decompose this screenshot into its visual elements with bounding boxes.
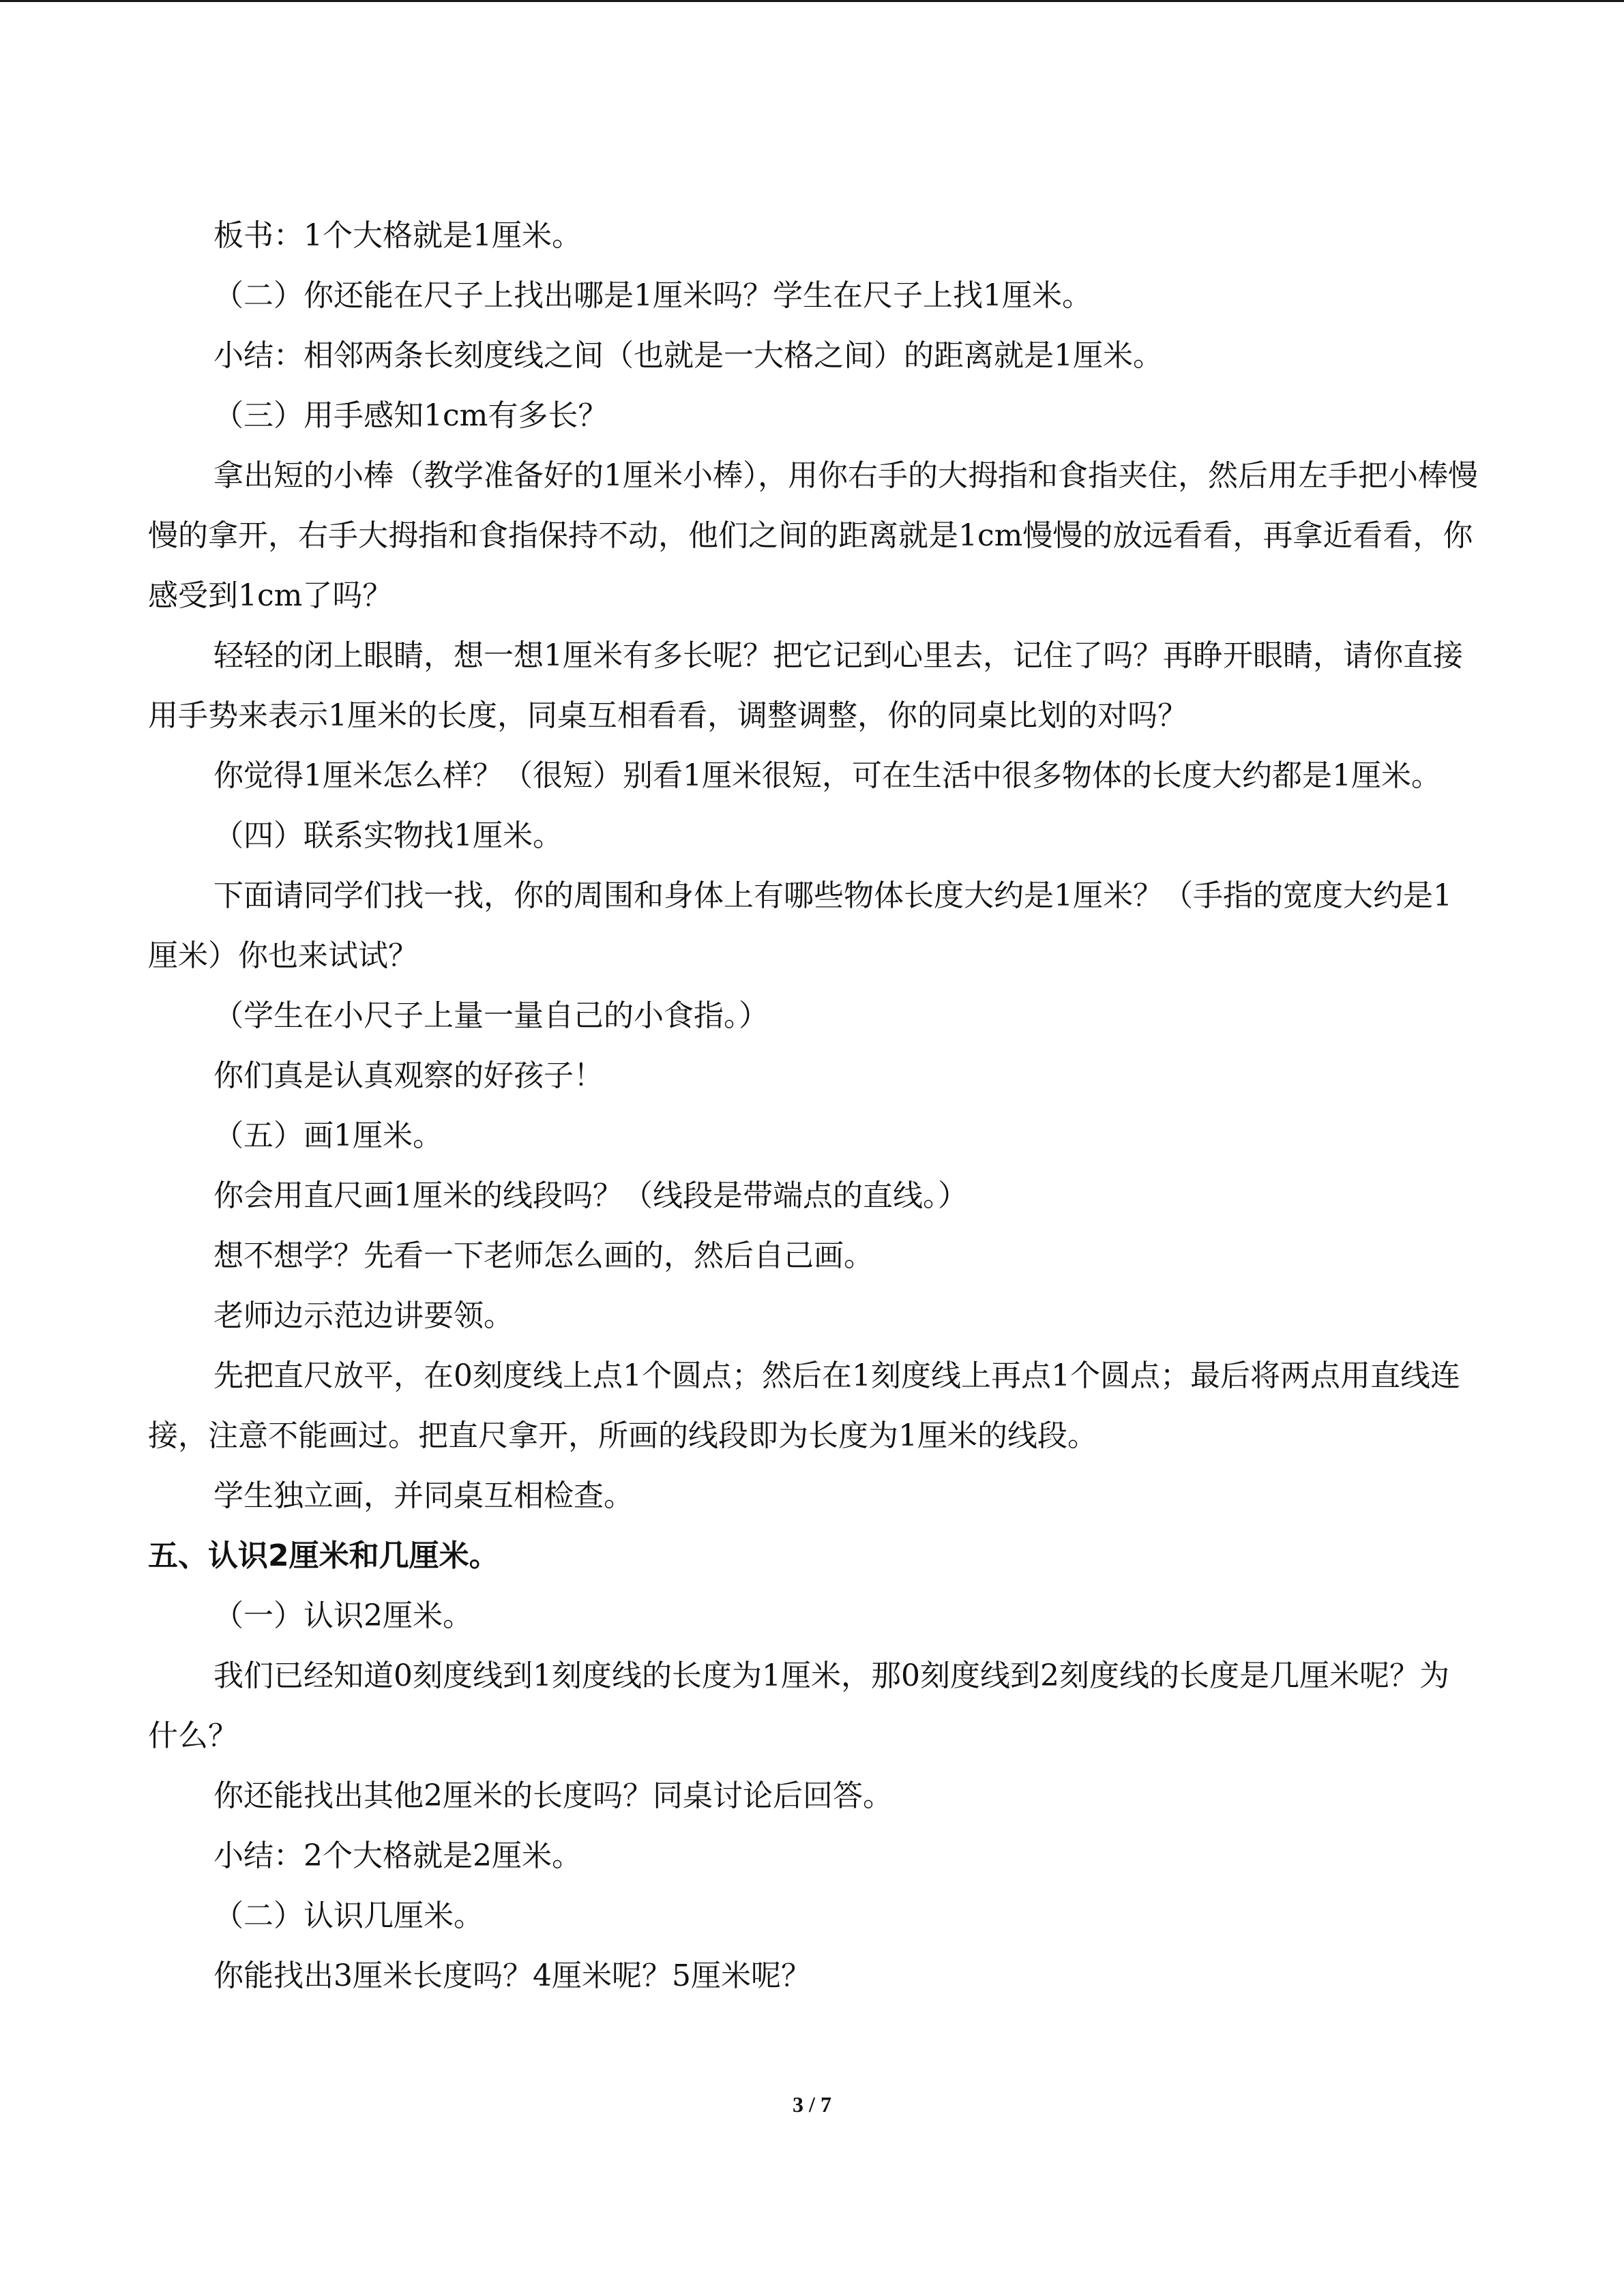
paragraph: 你觉得1厘米怎么样？（很短）别看1厘米很短，可在生活中很多物体的长度大约都是1厘米。 (213, 758, 1441, 793)
paragraph: 下面请同学们找一找，你的周围和身体上有哪些物体长度大约是1厘米？（手指的宽度大约是1厘米）你也来试试？ (148, 878, 1452, 973)
paragraph: 板书：1个大格就是1厘米。 (213, 218, 582, 253)
paragraph: 小结：相邻两条长刻度线之间（也就是一大格之间）的距离就是1厘米。 (213, 338, 1163, 373)
paragraph: 我们已经知道0刻度线到1刻度线的长度为1厘米，那0刻度线到2刻度线的长度是几厘米呢？为什么？ (148, 1658, 1449, 1753)
paragraph: 轻轻的闭上眼睛，想一想1厘米有多长呢？把它记到心里去，记住了吗？再睁开眼睛，请你直接用手势来表示1厘米的长度，同桌互相看看，调整调整，你的同桌比划的对吗？ (148, 638, 1463, 733)
paragraph: （三）用手感知1cm有多长？ (213, 398, 608, 433)
page-number: 3 / 7 (793, 2092, 831, 2117)
paragraph: 想不想学？先看一下老师怎么画的，然后自己画。 (213, 1238, 874, 1273)
paragraph: （一）认识2厘米。 (213, 1598, 473, 1633)
paragraph: 你能找出3厘米长度吗？4厘米呢？5厘米呢？ (213, 1958, 811, 1993)
section-heading: 五、认识2厘米和几厘米。 (148, 1538, 499, 1573)
paragraph: （二）你还能在尺子上找出哪是1厘米吗？学生在尺子上找1厘米。 (213, 278, 1092, 313)
paragraph: 你会用直尺画1厘米的线段吗？（线段是带端点的直线。） (213, 1178, 968, 1213)
paragraph: 拿出短的小棒（教学准备好的1厘米小棒），用你右手的大拇指和食指夹住，然后用左手把小棒慢慢的拿开，右手大拇指和食指保持不动，他们之间的距离就是1cm慢慢的放远看看，再拿近看看，你感受到1cm了吗？ (148, 458, 1478, 613)
document-body (148, 206, 1478, 2006)
paragraph: 学生独立画，并同桌互相检查。 (213, 1478, 634, 1513)
paragraph: （二）认识几厘米。 (213, 1898, 484, 1933)
paragraph: 你还能找出其他2厘米的长度吗？同桌讨论后回答。 (213, 1778, 893, 1813)
paragraph: （五）画1厘米。 (213, 1118, 443, 1153)
paragraph: 你们真是认真观察的好孩子！ (213, 1058, 604, 1093)
paragraph: 小结：2个大格就是2厘米。 (213, 1838, 582, 1873)
paragraph: （学生在小尺子上量一量自己的小食指。） (213, 998, 769, 1033)
paragraph: （四）联系实物找1厘米。 (213, 818, 563, 853)
top-border-line (0, 0, 1624, 2)
paragraph: 老师边示范边讲要领。 (213, 1298, 514, 1333)
paragraph: 先把直尺放平，在0刻度线上点1个圆点；然后在1刻度线上再点1个圆点；最后将两点用直线连接，注意不能画过。把直尺拿开，所画的线段即为长度为1厘米的线段。 (148, 1358, 1460, 1453)
